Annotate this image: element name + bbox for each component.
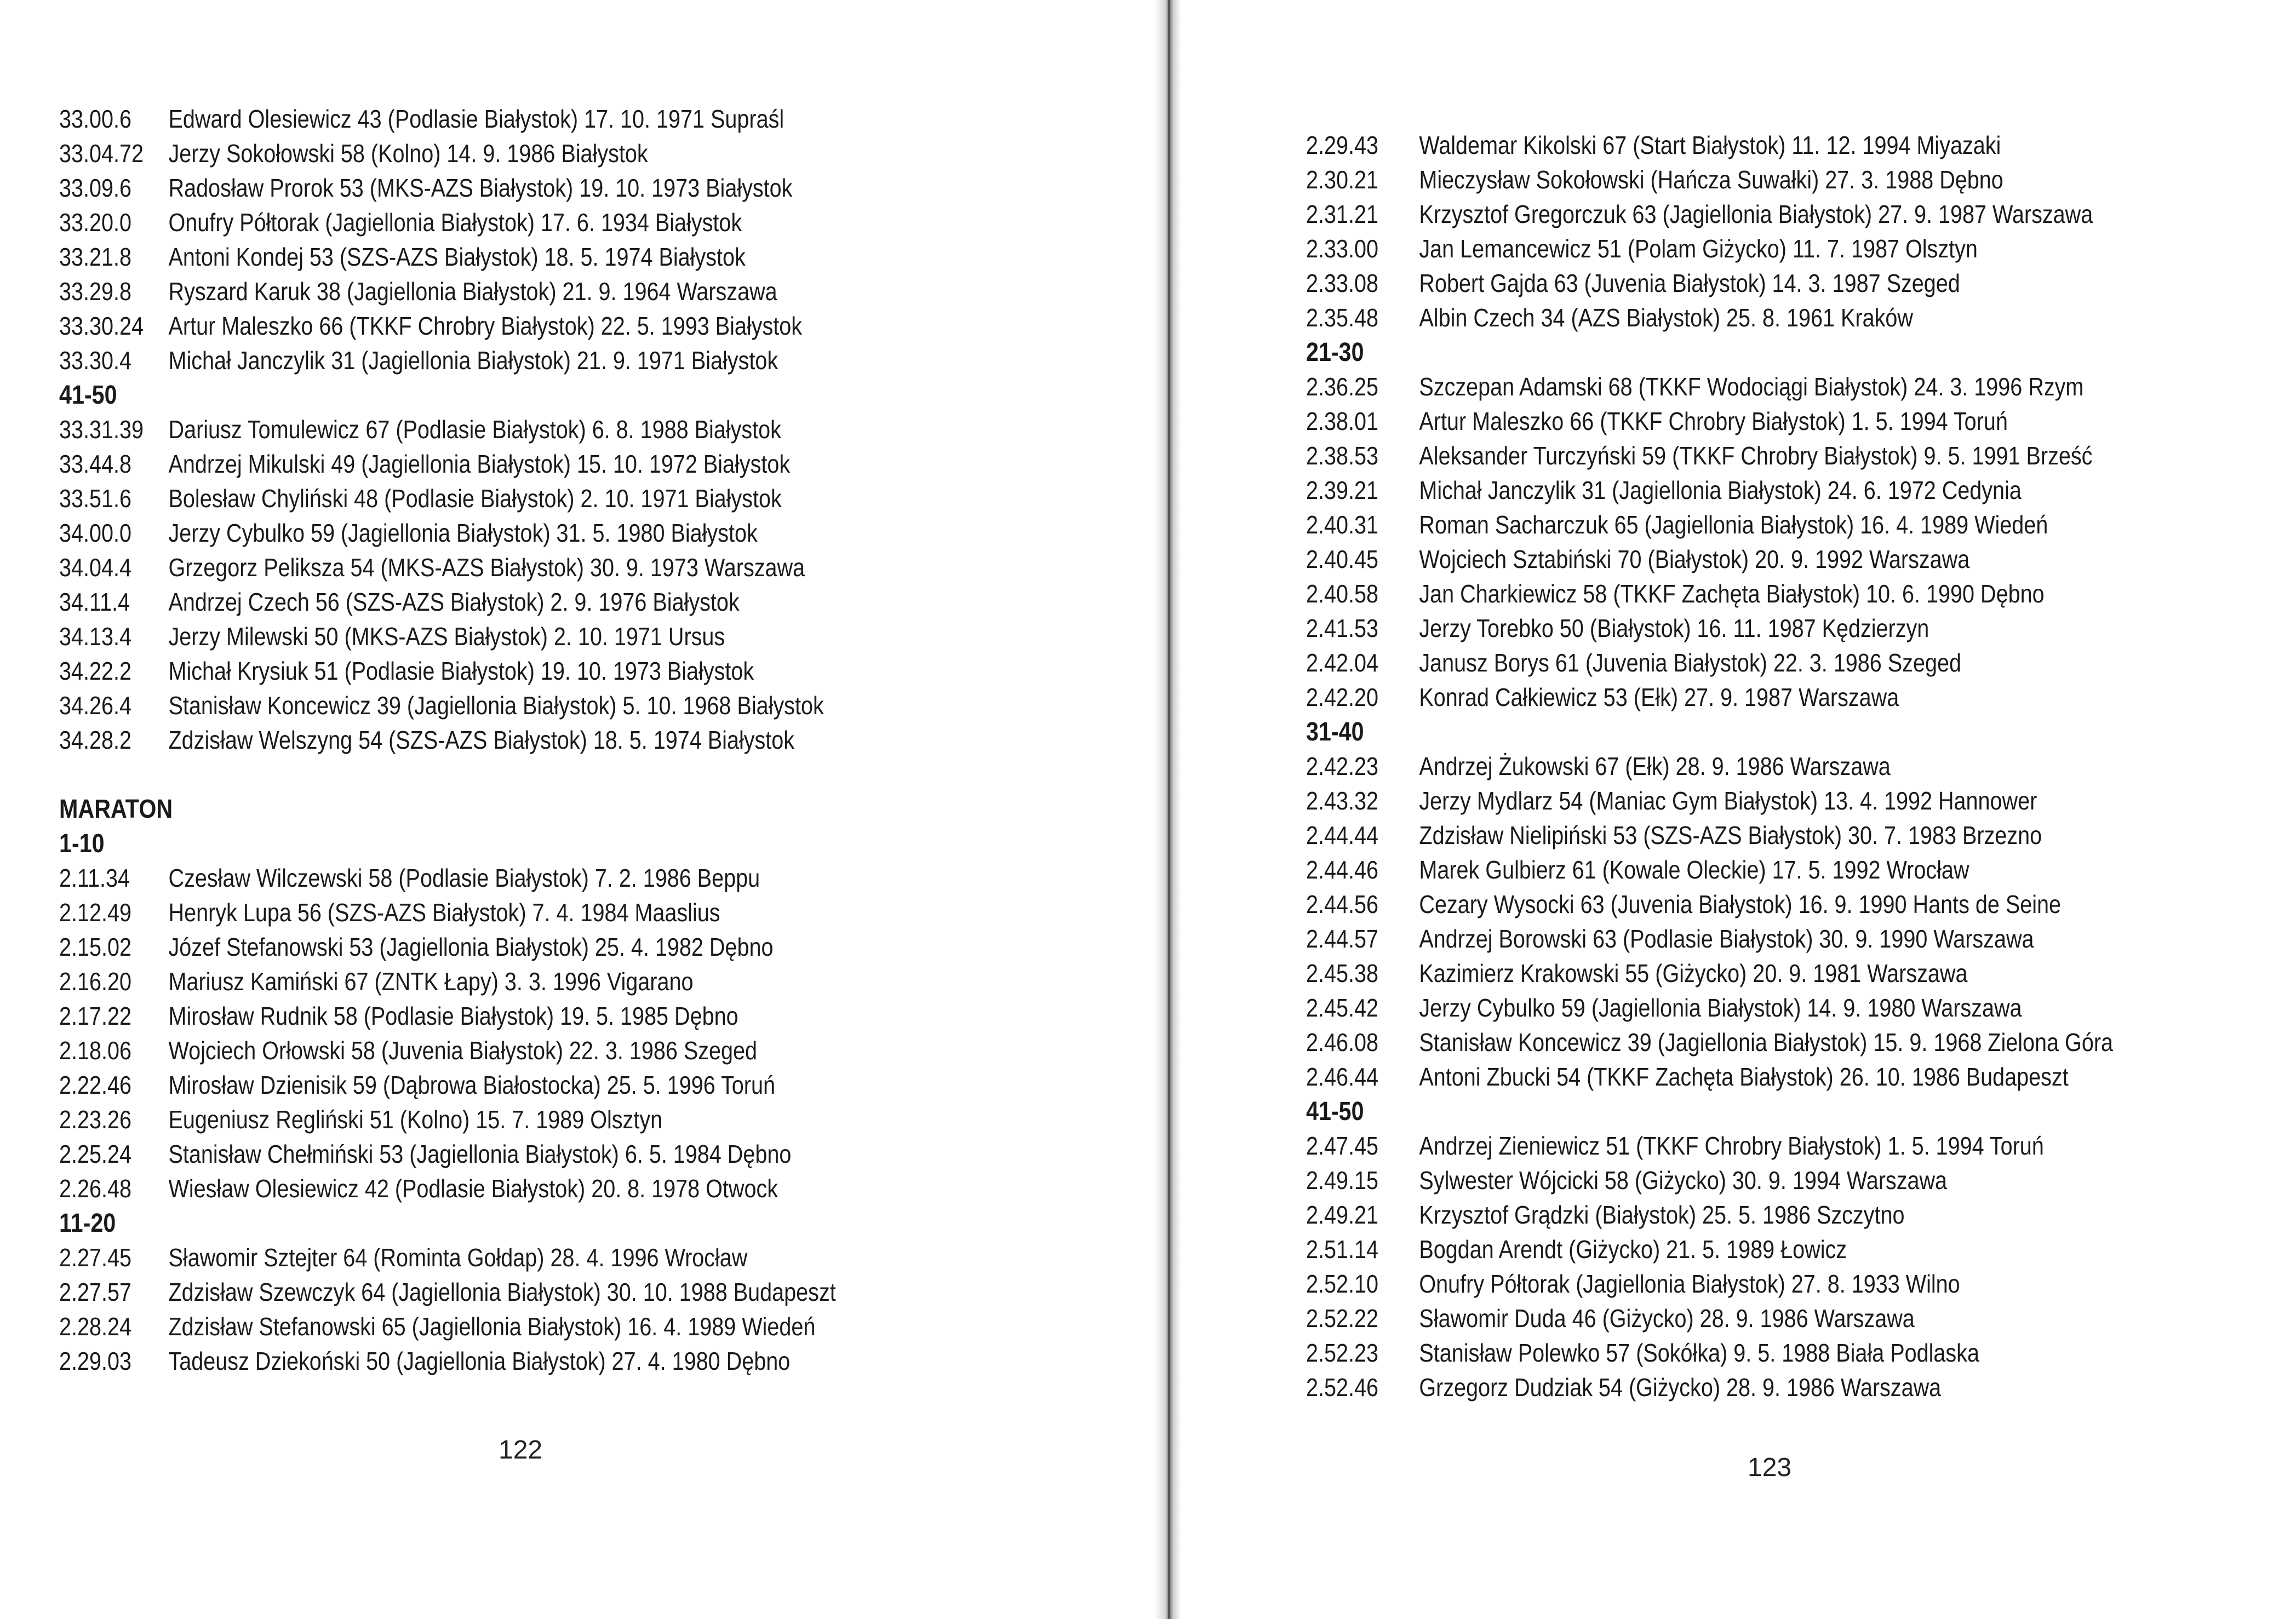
result-row [59, 412, 978, 447]
result-time: 2.51.14 [1306, 1235, 1378, 1264]
result-athlete: Jerzy Cybulko 59 (Jagiellonia Białystok) 14. 9. 1980 Warszawa [1419, 994, 2022, 1022]
right-page-column [1306, 128, 2270, 1405]
result-row [1306, 1336, 2135, 1370]
result-athlete: Grzegorz Peliksza 54 (MKS-AZS Białystok) 30. 9. 1973 Warszawa [168, 553, 805, 582]
result-row [1306, 1198, 2135, 1232]
result-row [1306, 1025, 2135, 1060]
result-time: 2.45.38 [1306, 959, 1378, 988]
result-row [1306, 197, 2135, 232]
result-athlete: Stanisław Koncewicz 39 (Jagiellonia Białystok) 5. 10. 1968 Białystok [168, 691, 824, 720]
result-athlete: Michał Krysiuk 51 (Podlasie Białystok) 19. 10. 1973 Białystok [168, 657, 754, 685]
result-time: 33.04.72 [59, 139, 144, 168]
result-row [1306, 1301, 2135, 1336]
result-athlete: Aleksander Turczyński 59 (TKKF Chrobry Białystok) 9. 5. 1991 Brześć [1419, 441, 2093, 470]
result-time: 2.35.48 [1306, 303, 1378, 332]
result-time: 2.52.23 [1306, 1339, 1378, 1367]
result-row [1306, 542, 2135, 577]
result-row [59, 309, 978, 343]
result-row [1306, 922, 2135, 956]
result-time: 2.27.57 [59, 1278, 131, 1306]
results-list [59, 102, 1127, 378]
result-time: 2.49.21 [1306, 1201, 1378, 1229]
result-athlete: Artur Maleszko 66 (TKKF Chrobry Białystok) 22. 5. 1993 Białystok [168, 312, 803, 340]
result-time: 34.28.2 [59, 726, 131, 754]
result-athlete: Andrzej Żukowski 67 (Ełk) 28. 9. 1986 Warszawa [1419, 752, 1891, 780]
result-time: 2.33.08 [1306, 269, 1378, 297]
result-row [1306, 404, 2135, 439]
result-time: 2.25.24 [59, 1140, 131, 1168]
result-athlete: Ryszard Karuk 38 (Jagiellonia Białystok) 21. 9. 1964 Warszawa [168, 277, 777, 306]
results-list [59, 1241, 1127, 1379]
result-row [59, 136, 978, 171]
result-row [59, 1344, 978, 1379]
result-athlete: Stanisław Koncewicz 39 (Jagiellonia Białystok) 15. 9. 1968 Zielona Góra [1419, 1028, 2114, 1057]
left-page-column [59, 102, 1127, 1379]
result-time: 2.38.01 [1306, 407, 1378, 435]
result-time: 2.49.15 [1306, 1166, 1378, 1195]
result-row [59, 481, 978, 516]
result-time: 2.52.10 [1306, 1270, 1378, 1298]
result-time: 2.42.20 [1306, 683, 1378, 711]
result-row [1306, 818, 2135, 853]
result-athlete: Eugeniusz Regliński 51 (Kolno) 15. 7. 1989 Olsztyn [168, 1105, 663, 1134]
result-row [1306, 646, 2135, 680]
result-time: 2.38.53 [1306, 441, 1378, 470]
result-athlete: Mirosław Dzienisik 59 (Dąbrowa Białostocka) 25. 5. 1996 Toruń [168, 1071, 775, 1099]
results-list [59, 861, 1127, 1206]
result-row [1306, 301, 2135, 335]
result-time: 2.18.06 [59, 1036, 131, 1065]
result-time: 2.43.32 [1306, 786, 1378, 815]
result-athlete: Stanisław Chełmiński 53 (Jagiellonia Białystok) 6. 5. 1984 Dębno [168, 1140, 792, 1168]
result-row [1306, 128, 2135, 163]
result-time: 2.17.22 [59, 1002, 131, 1030]
result-row [59, 895, 978, 930]
result-athlete: Andrzej Zieniewicz 51 (TKKF Chrobry Białystok) 1. 5. 1994 Toruń [1419, 1132, 2044, 1160]
result-athlete: Konrad Całkiewicz 53 (Ełk) 27. 9. 1987 Warszawa [1419, 683, 1899, 711]
result-time: 2.44.44 [1306, 821, 1378, 849]
result-athlete: Janusz Borys 61 (Juvenia Białystok) 22. 3. 1986 Szeged [1419, 648, 1961, 677]
result-row [1306, 439, 2135, 473]
results-list [1306, 370, 2270, 715]
result-row [1306, 370, 2135, 404]
result-time: 2.22.46 [59, 1071, 131, 1099]
result-row [59, 1068, 978, 1103]
result-row [59, 1034, 978, 1068]
result-row [1306, 1163, 2135, 1198]
result-time: 2.44.57 [1306, 925, 1378, 953]
page-number: 122 [499, 1436, 543, 1465]
result-row [1306, 163, 2135, 197]
result-athlete: Antoni Zbucki 54 (TKKF Zachęta Białystok) 26. 10. 1986 Budapeszt [1419, 1063, 2069, 1091]
result-athlete: Bogdan Arendt (Giżycko) 21. 5. 1989 Łowicz [1419, 1235, 1847, 1264]
rank-header-41-50: 41-50 [59, 381, 117, 410]
result-time: 2.46.08 [1306, 1028, 1378, 1057]
rank-header-41-50: 41-50 [1306, 1097, 1364, 1126]
result-athlete: Zdzisław Stefanowski 65 (Jagiellonia Białystok) 16. 4. 1989 Wiedeń [168, 1312, 816, 1341]
result-row [59, 1241, 978, 1275]
result-row [59, 1275, 978, 1310]
result-athlete: Sylwester Wójcicki 58 (Giżycko) 30. 9. 1994 Warszawa [1419, 1166, 1948, 1195]
result-row [59, 550, 978, 585]
result-time: 2.44.56 [1306, 890, 1378, 918]
result-time: 34.13.4 [59, 622, 131, 651]
result-time: 2.23.26 [59, 1105, 131, 1134]
result-athlete: Andrzej Mikulski 49 (Jagiellonia Białystok) 15. 10. 1972 Białystok [168, 450, 791, 478]
result-time: 33.20.0 [59, 208, 131, 237]
result-athlete: Krzysztof Grądzki (Białystok) 25. 5. 1986 Szczytno [1419, 1201, 1905, 1229]
result-time: 2.45.42 [1306, 994, 1378, 1022]
result-athlete: Zdzisław Welszyng 54 (SZS-AZS Białystok) 18. 5. 1974 Białystok [168, 726, 795, 754]
result-row [59, 171, 978, 205]
rank-header-31-40: 31-40 [1306, 717, 1364, 747]
result-row [1306, 784, 2135, 818]
section-title-maraton: MARATON [59, 795, 173, 824]
result-athlete: Michał Janczylik 31 (Jagiellonia Białystok) 21. 9. 1971 Białystok [168, 346, 778, 375]
result-athlete: Jerzy Sokołowski 58 (Kolno) 14. 9. 1986 Białystok [168, 139, 648, 168]
section-gap [59, 757, 1127, 792]
result-row [1306, 956, 2135, 991]
result-row [59, 585, 978, 619]
result-time: 2.12.49 [59, 898, 131, 927]
result-athlete: Radosław Prorok 53 (MKS-AZS Białystok) 19. 10. 1973 Białystok [168, 174, 793, 202]
result-row [1306, 1129, 2135, 1163]
result-athlete: Kazimierz Krakowski 55 (Giżycko) 20. 9. 1981 Warszawa [1419, 959, 1968, 988]
result-time: 2.11.34 [59, 864, 130, 892]
result-row [59, 861, 978, 895]
result-athlete: Onufry Półtorak (Jagiellonia Białystok) 27. 8. 1933 Wilno [1419, 1270, 1960, 1298]
result-row [1306, 749, 2135, 784]
result-row [59, 447, 978, 481]
result-time: 2.36.25 [1306, 372, 1378, 401]
result-athlete: Antoni Kondej 53 (SZS-AZS Białystok) 18. 5. 1974 Białystok [168, 243, 746, 271]
result-athlete: Marek Gulbierz 61 (Kowale Oleckie) 17. 5. 1992 Wrocław [1419, 856, 1969, 884]
result-athlete: Michał Janczylik 31 (Jagiellonia Białystok) 24. 6. 1972 Cedynia [1419, 476, 2022, 504]
result-athlete: Roman Sacharczuk 65 (Jagiellonia Białystok) 16. 4. 1989 Wiedeń [1419, 510, 2048, 539]
result-row [59, 654, 978, 688]
result-athlete: Czesław Wilczewski 58 (Podlasie Białystok) 7. 2. 1986 Beppu [168, 864, 760, 892]
result-row [1306, 853, 2135, 887]
result-row [1306, 266, 2135, 301]
result-time: 33.31.39 [59, 415, 144, 444]
result-row [59, 999, 978, 1034]
result-athlete: Jan Lemancewicz 51 (Polam Giżycko) 11. 7. 1987 Olsztyn [1419, 234, 1978, 263]
result-time: 34.22.2 [59, 657, 131, 685]
result-time: 2.42.23 [1306, 752, 1378, 780]
result-athlete: Krzysztof Gregorczuk 63 (Jagiellonia Białystok) 27. 9. 1987 Warszawa [1419, 200, 2093, 228]
result-row [59, 723, 978, 757]
result-row [1306, 611, 2135, 646]
result-time: 2.27.45 [59, 1243, 131, 1272]
result-row [59, 688, 978, 723]
results-list [1306, 749, 2270, 1094]
result-athlete: Zdzisław Szewczyk 64 (Jagiellonia Białystok) 30. 10. 1988 Budapeszt [168, 1278, 836, 1306]
result-time: 2.26.48 [59, 1174, 131, 1203]
result-time: 33.30.4 [59, 346, 131, 375]
results-list [1306, 128, 2270, 335]
result-row [59, 274, 978, 309]
result-athlete: Robert Gajda 63 (Juvenia Białystok) 14. 3. 1987 Szeged [1419, 269, 1960, 297]
result-time: 2.29.43 [1306, 131, 1378, 159]
result-athlete: Dariusz Tomulewicz 67 (Podlasie Białystok) 6. 8. 1988 Białystok [168, 415, 781, 444]
result-time: 2.41.53 [1306, 614, 1378, 642]
result-athlete: Mariusz Kamiński 67 (ZNTK Łapy) 3. 3. 1996 Vigarano [168, 967, 694, 996]
result-athlete: Edward Olesiewicz 43 (Podlasie Białystok) 17. 10. 1971 Supraśl [168, 105, 785, 133]
result-athlete: Józef Stefanowski 53 (Jagiellonia Białystok) 25. 4. 1982 Dębno [168, 933, 774, 961]
result-row [1306, 1232, 2135, 1267]
result-athlete: Albin Czech 34 (AZS Białystok) 25. 8. 1961 Kraków [1419, 303, 1913, 332]
result-time: 34.11.4 [59, 588, 130, 616]
rank-header-21-30: 21-30 [1306, 338, 1364, 367]
result-time: 34.26.4 [59, 691, 131, 720]
result-athlete: Bolesław Chyliński 48 (Podlasie Białystok) 2. 10. 1971 Białystok [168, 484, 782, 513]
result-athlete: Szczepan Adamski 68 (TKKF Wodociągi Białystok) 24. 3. 1996 Rzym [1419, 372, 2084, 401]
result-athlete: Wojciech Sztabiński 70 (Białystok) 20. 9. 1992 Warszawa [1419, 545, 1970, 573]
result-athlete: Artur Maleszko 66 (TKKF Chrobry Białystok) 1. 5. 1994 Toruń [1419, 407, 2008, 435]
result-athlete: Jerzy Cybulko 59 (Jagiellonia Białystok) 31. 5. 1980 Białystok [168, 519, 758, 547]
rank-header-11-20: 11-20 [59, 1209, 116, 1238]
result-time: 33.29.8 [59, 277, 131, 306]
result-athlete: Andrzej Czech 56 (SZS-AZS Białystok) 2. 9. 1976 Białystok [168, 588, 740, 616]
result-time: 33.21.8 [59, 243, 131, 271]
result-time: 2.52.22 [1306, 1304, 1378, 1333]
result-row [1306, 680, 2135, 715]
result-row [1306, 1370, 2135, 1405]
result-row [59, 240, 978, 274]
result-athlete: Tadeusz Dziekoński 50 (Jagiellonia Białystok) 27. 4. 1980 Dębno [168, 1347, 791, 1375]
result-row [1306, 1060, 2135, 1094]
result-athlete: Cezary Wysocki 63 (Juvenia Białystok) 16. 9. 1990 Hants de Seine [1419, 890, 2062, 918]
result-athlete: Sławomir Duda 46 (Giżycko) 28. 9. 1986 Warszawa [1419, 1304, 1915, 1333]
result-time: 33.51.6 [59, 484, 131, 513]
result-time: 2.28.24 [59, 1312, 131, 1341]
result-row [59, 964, 978, 999]
result-athlete: Jan Charkiewicz 58 (TKKF Zachęta Białystok) 10. 6. 1990 Dębno [1419, 579, 2045, 608]
result-row [1306, 508, 2135, 542]
result-athlete: Andrzej Borowski 63 (Podlasie Białystok) 30. 9. 1990 Warszawa [1419, 925, 2034, 953]
results-list [59, 412, 1127, 757]
result-athlete: Mieczysław Sokołowski (Hańcza Suwałki) 27. 3. 1988 Dębno [1419, 165, 2003, 194]
result-time: 2.40.31 [1306, 510, 1378, 539]
result-athlete: Jerzy Mydlarz 54 (Maniac Gym Białystok) 13. 4. 1992 Hannower [1419, 786, 2037, 815]
result-row [59, 1137, 978, 1172]
result-time: 2.44.46 [1306, 856, 1378, 884]
result-athlete: Jerzy Milewski 50 (MKS-AZS Białystok) 2. 10. 1971 Ursus [168, 622, 725, 651]
result-row [59, 619, 978, 654]
result-row [1306, 577, 2135, 611]
right-page [1160, 0, 2296, 1619]
result-athlete: Onufry Półtorak (Jagiellonia Białystok) 17. 6. 1934 Białystok [168, 208, 742, 237]
result-time: 2.52.46 [1306, 1373, 1378, 1402]
result-time: 34.00.0 [59, 519, 131, 547]
result-row [1306, 1267, 2135, 1301]
rank-header-1-10: 1-10 [59, 829, 105, 858]
result-time: 2.33.00 [1306, 234, 1378, 263]
result-time: 2.47.45 [1306, 1132, 1378, 1160]
result-time: 33.09.6 [59, 174, 131, 202]
result-time: 2.16.20 [59, 967, 131, 996]
result-athlete: Wiesław Olesiewicz 42 (Podlasie Białystok) 20. 8. 1978 Otwock [168, 1174, 778, 1203]
result-time: 33.44.8 [59, 450, 131, 478]
result-athlete: Henryk Lupa 56 (SZS-AZS Białystok) 7. 4. 1984 Maaslius [168, 898, 720, 927]
result-time: 2.40.45 [1306, 545, 1378, 573]
result-row [59, 930, 978, 964]
result-athlete: Sławomir Sztejter 64 (Rominta Gołdap) 28. 4. 1996 Wrocław [168, 1243, 748, 1272]
result-time: 33.30.24 [59, 312, 144, 340]
result-row [59, 1103, 978, 1137]
result-time: 2.39.21 [1306, 476, 1378, 504]
result-time: 2.40.58 [1306, 579, 1378, 608]
result-row [59, 102, 978, 136]
result-row [59, 205, 978, 240]
result-time: 2.15.02 [59, 933, 131, 961]
result-athlete: Wojciech Orłowski 58 (Juvenia Białystok) 22. 3. 1986 Szeged [168, 1036, 758, 1065]
result-time: 2.31.21 [1306, 200, 1378, 228]
result-athlete: Mirosław Rudnik 58 (Podlasie Białystok) 19. 5. 1985 Dębno [168, 1002, 738, 1030]
result-row [59, 1310, 978, 1344]
result-athlete: Waldemar Kikolski 67 (Start Białystok) 11. 12. 1994 Miyazaki [1419, 131, 2001, 159]
result-athlete: Stanisław Polewko 57 (Sokółka) 9. 5. 1988 Biała Podlaska [1419, 1339, 1979, 1367]
result-time: 2.42.04 [1306, 648, 1378, 677]
results-list [1306, 1129, 2270, 1405]
result-athlete: Zdzisław Nielipiński 53 (SZS-AZS Białystok) 30. 7. 1983 Brzezno [1419, 821, 2042, 849]
result-row [1306, 887, 2135, 922]
page-number: 123 [1748, 1453, 1792, 1482]
result-time: 2.46.44 [1306, 1063, 1378, 1091]
result-row [59, 1172, 978, 1206]
result-athlete: Jerzy Torebko 50 (Białystok) 16. 11. 1987 Kędzierzyn [1419, 614, 1929, 642]
result-time: 34.04.4 [59, 553, 131, 582]
result-row [59, 516, 978, 550]
result-time: 2.30.21 [1306, 165, 1378, 194]
result-time: 2.29.03 [59, 1347, 131, 1375]
result-athlete: Grzegorz Dudziak 54 (Giżycko) 28. 9. 1986 Warszawa [1419, 1373, 1942, 1402]
result-time: 33.00.6 [59, 105, 131, 133]
result-row [1306, 473, 2135, 508]
result-row [1306, 232, 2135, 266]
result-row [1306, 991, 2135, 1025]
result-row [59, 343, 978, 378]
